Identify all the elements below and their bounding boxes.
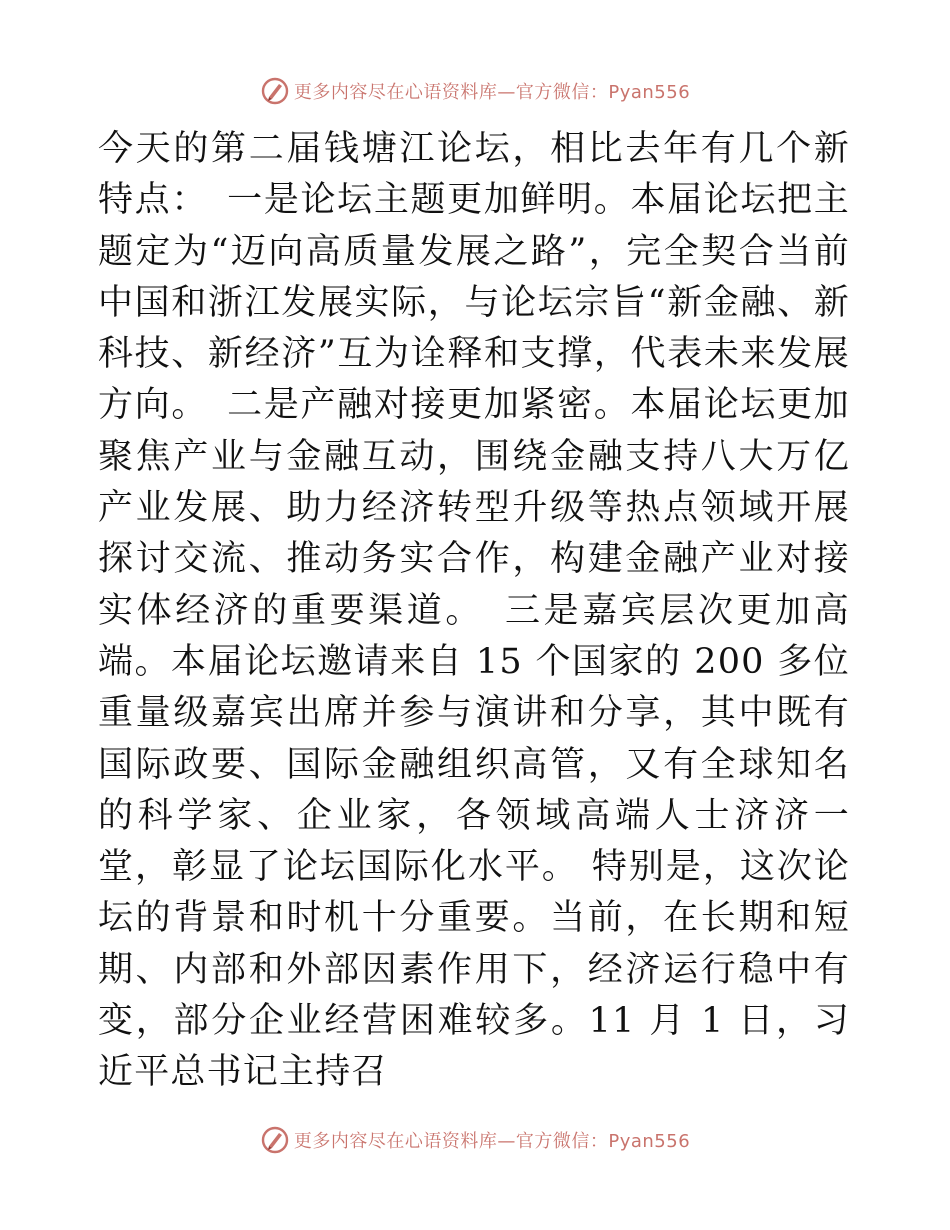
watermark-text: 更多内容尽在心语资料库—官方微信：Pyan556 (293, 82, 691, 103)
pen-circle-logo-icon (260, 1125, 290, 1155)
watermark-footer (0, 1120, 950, 1160)
watermark-text: 更多内容尽在心语资料库—官方微信：Pyan556 (293, 1131, 691, 1152)
body-paragraph: 今天的第二届钱塘江论坛，相比去年有几个新特点： 一是论坛主题更加鲜明。本届论坛把主题定为“迈向高质量发展之路”，完全契合当前中国和浙江发展实际，与论坛宗旨“新金融、新科技、新经济”互为诠释和支撑，代表未来发展方向。 二是产融对接更加紧密。本届论坛更加聚焦产业与金融互动，围绕金融支持八大万亿产业发展、助力经济转型升级等热点领域开展探讨交流、推动务实合作，构建金融产业对接实体经济的重要渠道。 三是嘉宾层次更加高端。本届论坛邀请来自 15 个国家的 200 多位重量级嘉宾出席并参与演讲和分享，其中既有国际政要、国际金融组织高管，又有全球知名的科学家、企业家，各领域高端人士济济一堂，彰显了论坛国际化水平。 特别是，这次论坛的背景和时机十分重要。当前，在长期和短期、内部和外部因素作用下，经济运行稳中有变，部分企业经营困难较多。11 月 1 日，习近平总书记主持召 (98, 129, 850, 1093)
pen-circle-logo-icon (260, 76, 290, 106)
watermark-header (0, 71, 950, 111)
